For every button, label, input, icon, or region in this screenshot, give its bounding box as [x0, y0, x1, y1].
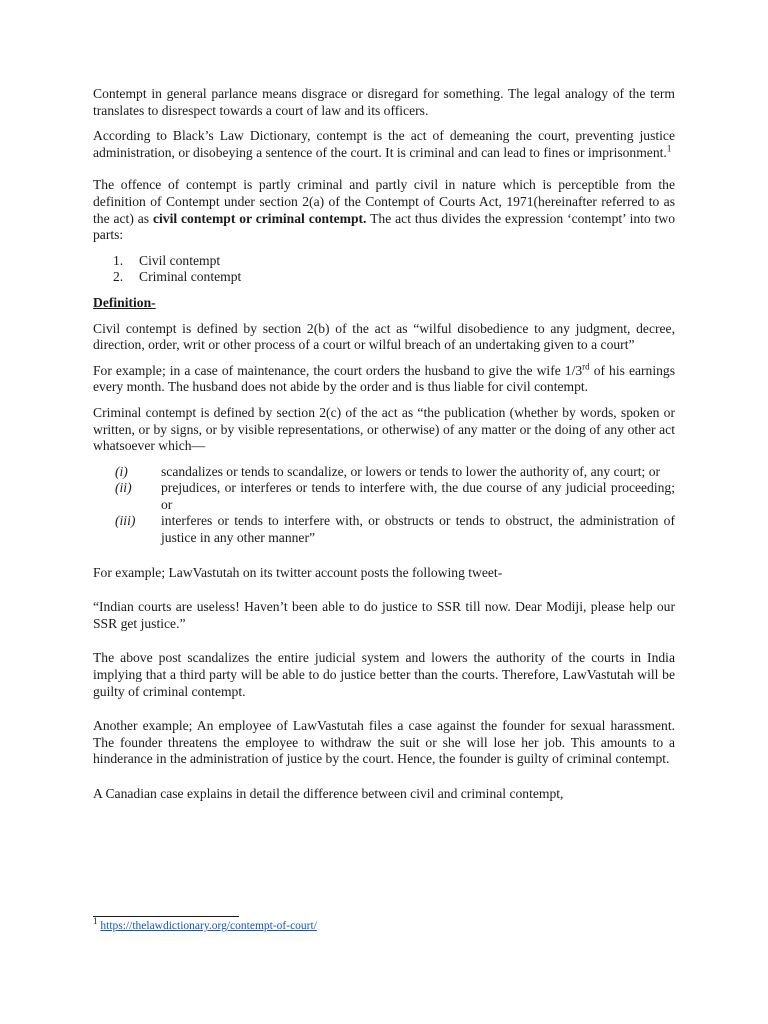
- list-text: Civil contempt: [139, 252, 221, 268]
- list-item: [93, 464, 675, 481]
- list-number: 2.: [113, 269, 124, 285]
- civil-example-end: of his earnings every month. The husband does not abide by the order and is thus liable for civil contempt.: [93, 362, 675, 395]
- clause-number: (iii): [115, 513, 136, 529]
- tweet-analysis: The above post scandalizes the entire judicial system and lowers the authority of the courts in India implying that a third party will be able to do justice better than the courts. Therefore, LawVastutah will be guilty of criminal contempt.: [93, 650, 675, 699]
- definition-heading-line: [93, 295, 675, 312]
- clause-text: interferes or tends to interfere with, or obstructs or tends to obstruct, the administration of justice in any other manner”: [161, 513, 675, 546]
- footnote-link[interactable]: https://thelawdictionary.org/contempt-of-court/: [100, 920, 317, 932]
- clause-text: prejudices, or interferes or tends to interfere with, the due course of any judicial proceeding; or: [161, 480, 675, 512]
- intro-paragraph: Contempt in general parlance means disgrace or disregard for something. The legal analogy of the term translates to disrespect towards a court of law and its officers.: [93, 86, 675, 118]
- footnote: [93, 916, 317, 932]
- list-number: 1.: [113, 252, 124, 268]
- criminal-clauses-list: [93, 464, 675, 547]
- definition-heading: Definition-: [93, 294, 156, 310]
- document-body: [93, 86, 675, 803]
- second-example: Another example; An employee of LawVastutah files a case against the founder for sexual harassment. The founder threatens the employee to withdraw the suit or she will lose her job. This amounts to a hinderance in the administration of justice by the court. Hence, the founder is guilty of criminal contempt.: [93, 718, 675, 767]
- contempt-types-list: [93, 253, 675, 286]
- footnote-reference[interactable]: 1: [666, 143, 672, 154]
- criminal-example-intro: For example; LawVastutah on its twitter account posts the following tweet-: [93, 564, 503, 580]
- civil-example-start: For example; in a case of maintenance, the court orders the husband to give the wife 1/3: [93, 362, 583, 378]
- list-text: Criminal contempt: [139, 269, 242, 285]
- footnote-separator: [93, 916, 239, 917]
- offence-text-bold: civil contempt or criminal contempt.: [152, 210, 367, 226]
- blacks-law-text: According to Black’s Law Dictionary, contempt is the act of demeaning the court, preventing justice administration, or disobeying a sentence of the court. It is criminal and can lead to fines or imprisonment.: [93, 128, 675, 160]
- list-item: [93, 480, 675, 513]
- offence-text-start: The offence of contempt is partly criminal and partly civil in nature which is perceptible from the definition of Contempt under section 2(a) of the Contempt of Courts Act, 1971(hereinafter referred to as the act) as: [93, 177, 675, 226]
- criminal-contempt-definition: Criminal contempt is defined by section 2(c) of the act as “the publication (whether by words, spoken or written, or by signs, or by visible representations, or otherwise) of any matter or the doing of any other act whatsoever which—: [93, 404, 675, 454]
- list-item: [93, 513, 675, 546]
- offence-text-end: The act thus divides the expression ‘contempt’ into two parts:: [93, 210, 676, 243]
- clause-number: (ii): [115, 480, 132, 496]
- tweet-quote: “Indian courts are useless! Haven’t been able to do justice to SSR till now. Dear Modiji, please help our SSR get justice.”: [93, 599, 675, 631]
- list-item: [93, 269, 675, 286]
- offence-paragraph: [93, 177, 675, 243]
- canadian-case-paragraph: A Canadian case explains in detail the difference between civil and criminal contempt,: [93, 786, 564, 801]
- blacks-law-paragraph: [93, 128, 675, 161]
- ordinal-suffix: rd: [582, 361, 590, 372]
- clause-text: scandalizes or tends to scandalize, or lowers or tends to lower the authority of, any court; or: [161, 463, 661, 479]
- clause-number: (i): [115, 463, 128, 479]
- footnote-marker: 1: [93, 916, 98, 927]
- civil-contempt-example: [93, 363, 675, 396]
- civil-contempt-definition: Civil contempt is defined by section 2(b) of the act as “wilful disobedience to any judgment, decree, direction, order, writ or other process of a court or wilful breach of an undertaking given to a court”: [93, 320, 675, 353]
- list-item: [93, 253, 675, 270]
